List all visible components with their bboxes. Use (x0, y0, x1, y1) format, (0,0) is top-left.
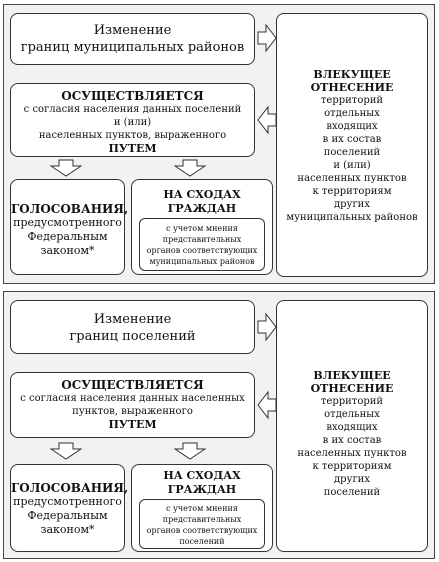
entails-line: поселений (323, 487, 381, 498)
performed-heading: ОСУЩЕСТВЛЯЕТСЯ (61, 378, 204, 392)
change-title-line2: границ поселений (69, 329, 196, 344)
entails-box (276, 300, 428, 552)
opinion-line3: органов соответствующих (146, 526, 258, 535)
voting-line2: предусмотренного (13, 216, 122, 229)
change-title-box (10, 300, 255, 354)
voting-line4: законом* (40, 244, 95, 257)
entails-line: в их состав (322, 435, 382, 446)
entails-line: отдельных (324, 409, 380, 420)
opinion-line3: органов соответствующих (146, 246, 258, 255)
entails-line: в их состав (322, 134, 382, 145)
entails-box (276, 13, 428, 277)
performed-path: ПУТЕМ (108, 142, 157, 155)
opinion-line4: поселений (179, 537, 225, 546)
change-title-line2: границ муниципальных районов (20, 40, 245, 55)
voting-line3: Федеральным (27, 230, 108, 243)
arrow-down-icon (50, 442, 82, 460)
performed-heading: ОСУЩЕСТВЛЯЕТСЯ (61, 89, 204, 103)
voting-box (10, 464, 129, 552)
entails-line: населенных пунктов (297, 173, 407, 184)
performed-path: ПУТЕМ (108, 418, 157, 431)
change-title-line1: Изменение (93, 312, 172, 327)
entails-line: ВЛЕКУЩЕЕ (313, 369, 391, 382)
arrow-down-icon (174, 442, 206, 460)
entails-line: территорий (320, 95, 384, 106)
opinion-box (139, 218, 265, 271)
arrow-right-icon (257, 23, 277, 53)
voting-line3: Федеральным (27, 509, 108, 522)
voting-line1: ГОЛОСОВАНИЯ, (11, 202, 129, 216)
performed-line2: и (или) (113, 117, 152, 128)
opinion-box (139, 499, 265, 549)
gathering-line2: ГРАЖДАН (167, 202, 237, 215)
gathering-line1: НА СХОДАХ (163, 469, 241, 482)
entails-line: других (334, 199, 370, 210)
voting-line2: предусмотренного (13, 495, 122, 508)
performed-box (10, 372, 255, 438)
entails-line: муниципальных районов (286, 212, 418, 223)
arrow-left-icon (257, 105, 277, 135)
entails-line: других (334, 474, 370, 485)
performed-line2: пунктов, выраженного (72, 406, 193, 417)
entails-line: входящих (326, 422, 378, 433)
opinion-line4: муниципальных районов (149, 257, 255, 266)
voting-box (10, 179, 129, 275)
entails-line: отдельных (324, 108, 380, 119)
entails-line: и (или) (333, 160, 371, 171)
entails-line: населенных пунктов (297, 448, 407, 459)
opinion-line2: представительных (162, 515, 242, 524)
voting-line4: законом* (40, 523, 95, 536)
performed-line1: с согласия населения данных населенных (20, 393, 245, 404)
change-title-box (10, 13, 255, 65)
performed-line3: населенных пунктов, выраженного (38, 130, 227, 141)
arrow-left-icon (257, 390, 277, 420)
voting-line1: ГОЛОСОВАНИЯ, (11, 481, 129, 495)
performed-box (10, 83, 255, 157)
entails-line: ВЛЕКУЩЕЕ (313, 68, 391, 81)
arrow-down-icon (50, 159, 82, 177)
change-title-line1: Изменение (93, 23, 172, 38)
entails-line: входящих (326, 121, 378, 132)
entails-line: к территориям (312, 461, 392, 472)
opinion-line1: с учетом мнения (166, 504, 238, 513)
opinion-line2: представительных (162, 235, 242, 244)
gathering-line2: ГРАЖДАН (167, 483, 237, 496)
gathering-line1: НА СХОДАХ (163, 188, 241, 201)
entails-line: территорий (320, 396, 384, 407)
entails-line: к территориям (312, 186, 392, 197)
opinion-line1: с учетом мнения (166, 224, 238, 233)
entails-line: ОТНЕСЕНИЕ (310, 81, 394, 94)
performed-line1: с согласия населения данных поселений (23, 104, 242, 115)
municipal-districts-panel (3, 4, 435, 284)
settlements-panel (3, 291, 435, 559)
arrow-down-icon (174, 159, 206, 177)
entails-line: поселений (323, 147, 381, 158)
arrow-right-icon (257, 312, 277, 342)
entails-line: ОТНЕСЕНИЕ (310, 382, 394, 395)
